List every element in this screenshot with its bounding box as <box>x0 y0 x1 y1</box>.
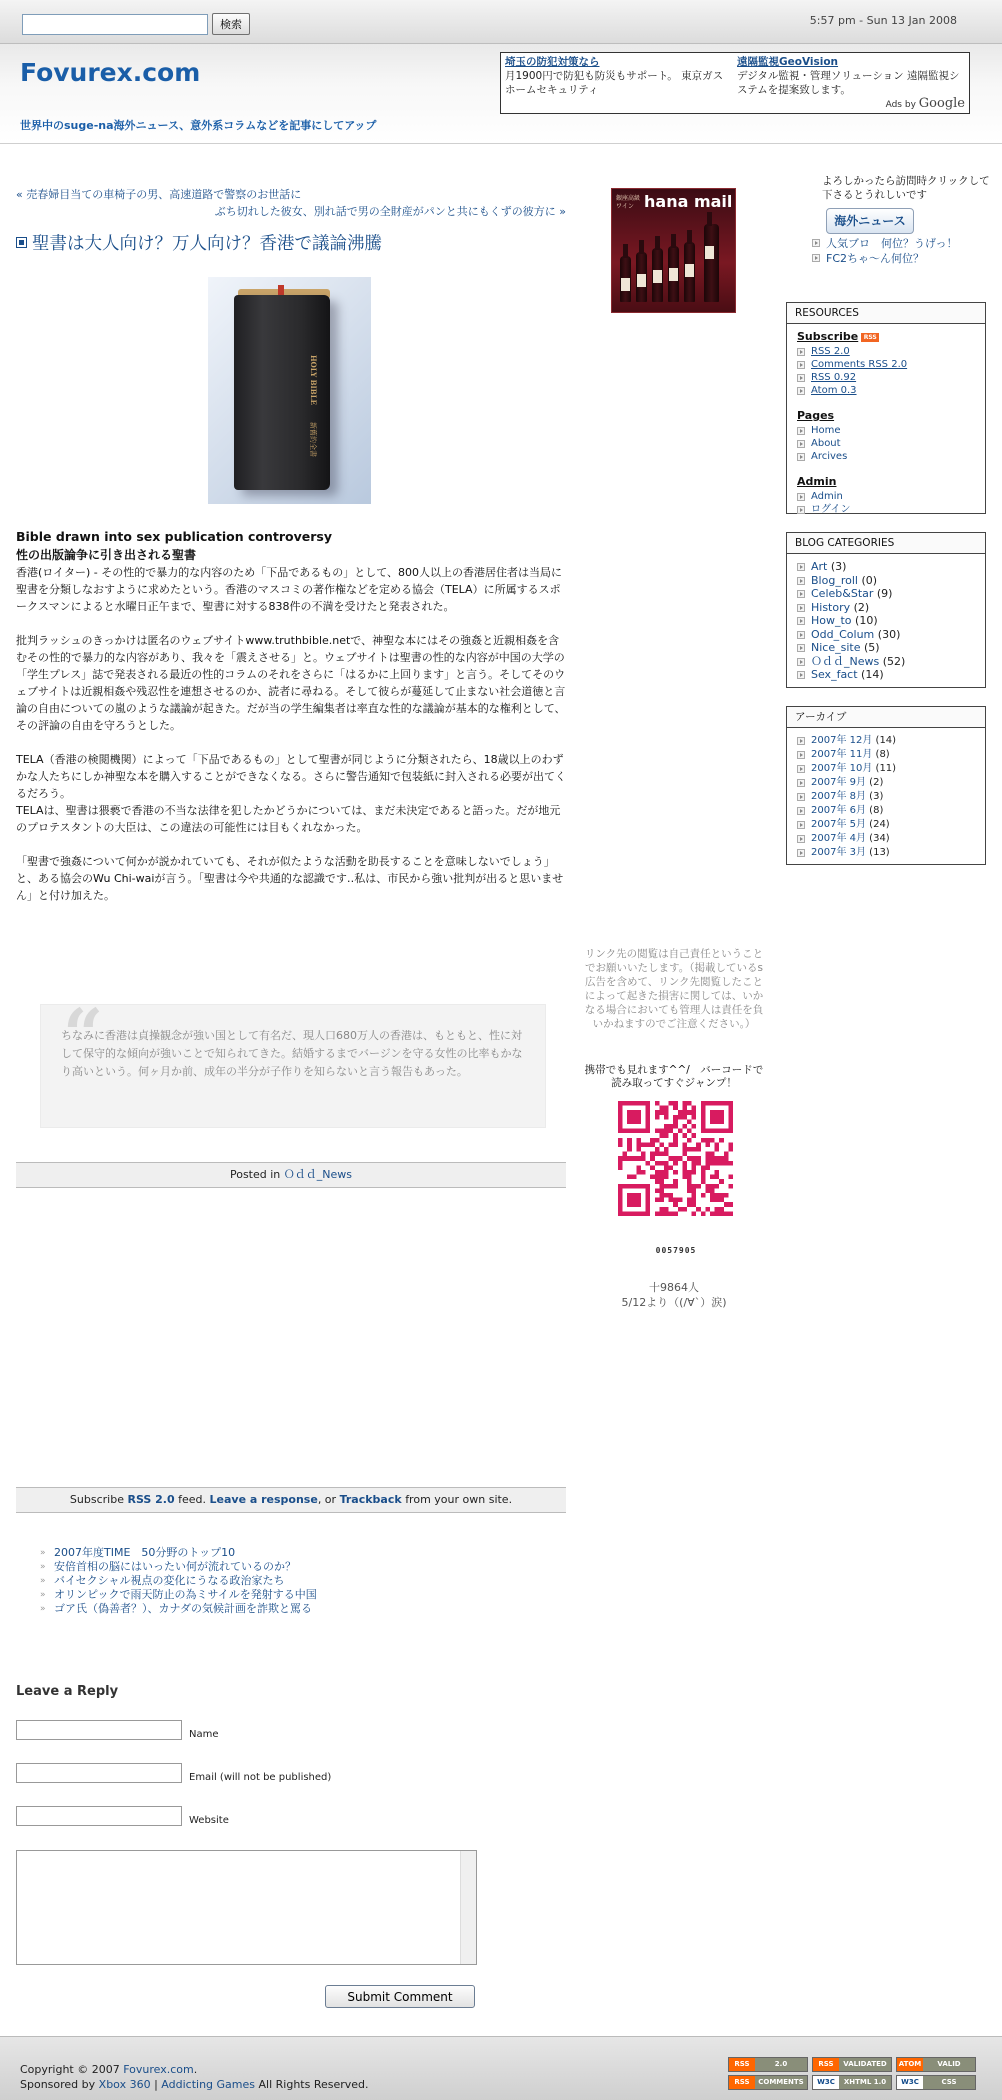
subscribe-text: , or <box>317 1493 337 1506</box>
category-link-label[interactable]: Celeb&Star <box>811 587 874 600</box>
ad-unit-security[interactable] <box>503 55 733 97</box>
arrow-icon <box>797 604 805 612</box>
trackback-link[interactable]: Trackback <box>339 1493 402 1506</box>
ads-by-google[interactable] <box>886 97 965 112</box>
badge-right: COMMENTS <box>755 2076 807 2089</box>
post-navigation <box>16 186 566 220</box>
arrow-icon <box>812 254 820 262</box>
ranking-link-label[interactable]: 人気ブロ 何位？うげっ！ <box>826 237 958 250</box>
rights-text: All Rights Reserved. <box>258 2078 369 2091</box>
wine-bottle-icon <box>636 252 647 302</box>
leave-response-link[interactable]: Leave a response <box>209 1493 318 1506</box>
rss-feed-link[interactable]: RSS 2.0 <box>127 1493 175 1506</box>
related-post-link[interactable]: » 安倍首相の脳にはいったい何が流れているのか？ <box>40 1560 317 1574</box>
ranking-badge-button[interactable]: 海外ニュース <box>826 208 914 234</box>
posted-in-label: Posted in <box>229 1168 281 1181</box>
archive-link[interactable] <box>797 748 985 762</box>
arrow-icon <box>797 506 805 514</box>
subscribe-link[interactable]: RSS 2.0 <box>797 345 985 358</box>
archives-title: アーカイブ <box>787 707 985 728</box>
arrow-icon <box>797 493 805 501</box>
arrow-icon <box>797 835 805 843</box>
badge-right: VALIDATED <box>839 2058 891 2071</box>
name-label: Name <box>189 1729 219 1740</box>
archive-link-label[interactable]: 2007年 6月 <box>811 805 866 816</box>
archive-link-label[interactable]: 2007年 12月 <box>811 735 873 746</box>
arrow-icon <box>797 644 805 652</box>
subscribe-link[interactable]: RSS 0.92 <box>797 371 985 384</box>
post-count: (8) <box>872 749 890 760</box>
arrow-icon <box>797 374 805 382</box>
post-paragraph: 「聖書で強姦について何かが説かれていても、それが似たような活動を助長することを意味しないでしょう」と、ある協会のWu Chi-waiが言う。「聖書は今や共通的な認識です‥私は、市民から強い批判が出ると思いません」と付け加えた。 <box>16 855 564 902</box>
ad-text: デジタル監視・管理ソリューション 遠隔監視システムを提案致します。 <box>737 70 960 96</box>
post-title-text[interactable]: 聖書は大人向け？万人向け？香港で議論沸騰 <box>32 234 382 254</box>
headline-japanese: 性の出版論争に引き出される聖書 <box>16 548 197 562</box>
arrow-icon <box>797 427 805 435</box>
post-count: (14) <box>872 735 897 746</box>
archive-list <box>797 734 985 860</box>
badge-right: XHTML 1.0 <box>839 2076 891 2089</box>
post-body <box>16 528 568 921</box>
disclaimer: リンク先の閲覧は自己責任ということでお願いいたします。（掲載しているs広告を含めて、リンク先閲覧したことによって起きた損害に関しては、いかなる場合においても管理人は責任を負いかねますのでご注意ください。） <box>584 948 764 1030</box>
ad-title[interactable]: 埼玉の防犯対策なら <box>505 56 600 68</box>
category-link[interactable] <box>797 587 985 601</box>
quote-mark-icon: “ <box>63 993 104 1076</box>
categories-box <box>786 532 986 688</box>
bible-photo <box>208 277 371 504</box>
visitor-count-line: 5/12より（(/∀`）涙) <box>621 1296 727 1309</box>
subscribe-link[interactable]: Atom 0.3 <box>797 384 985 397</box>
archive-link-label[interactable]: 2007年 3月 <box>811 847 866 858</box>
badge-right: CSS <box>923 2076 975 2089</box>
category-link-label[interactable]: Sex_fact <box>811 668 858 681</box>
visitor-count <box>584 1280 764 1310</box>
pages-list <box>797 424 985 463</box>
validation-badge[interactable] <box>728 2075 808 2090</box>
post-paragraph: 香港(ロイター) - その性的で暴力的な内容のため「下品であるもの」として、800人以上の香港居住者は当局に聖書を分類しなおすように求めたという。香港のマスコミの著作権などを定める協会（TELA）に所属するスポークスマンによると水曜日正午まで、聖書に対する838件の不満を受けたと発表された。 <box>16 566 562 613</box>
ad-text: 月1900円で防犯も防災もサポート。 東京ガスホームセキュリティ <box>505 70 724 96</box>
archive-link[interactable] <box>797 818 985 832</box>
search-button[interactable]: 検索 <box>212 13 250 35</box>
badge-left: W3C <box>813 2076 839 2089</box>
archive-link[interactable] <box>797 776 985 790</box>
archive-link[interactable] <box>797 804 985 818</box>
previous-post-link[interactable]: « 売春婦目当ての車椅子の男、高速道路で警察のお世話に <box>16 188 302 201</box>
ranking-link-label[interactable]: FC2ちゃ〜ん何位？ <box>826 252 925 265</box>
qr-caption: 携帯でも見れます^^/ バーコードで読み取ってすぐジャンプ！ <box>584 1064 764 1089</box>
archive-link-label[interactable]: 2007年 8月 <box>811 791 866 802</box>
categories-title: BLOG CATEGORIES <box>787 533 985 554</box>
post-title[interactable] <box>16 230 566 255</box>
permalink-icon <box>16 237 27 248</box>
footer <box>0 2036 1002 2100</box>
page-link[interactable]: About <box>797 437 985 450</box>
admin-list <box>797 490 985 516</box>
category-link-label[interactable]: Odd_Colum <box>811 627 875 641</box>
sponsor-link[interactable]: Addicting Games <box>161 2078 255 2091</box>
resources-box <box>786 302 986 514</box>
wine-bottle-icon <box>704 224 719 302</box>
post-count: (11) <box>872 763 897 774</box>
wine-bottle-icon <box>684 242 695 302</box>
badge-left: RSS <box>729 2076 755 2089</box>
arrow-icon <box>797 849 805 857</box>
ranking-link[interactable] <box>812 236 957 251</box>
badge-left: W3C <box>897 2076 923 2089</box>
arrow-icon <box>797 440 805 448</box>
subscribe-text: from your own site. <box>405 1493 513 1506</box>
ad-small-text: 銀座高級ワイン <box>616 195 641 210</box>
separator: | <box>154 2078 158 2091</box>
arrow-icon <box>797 751 805 759</box>
archive-link[interactable] <box>797 762 985 776</box>
ad-title[interactable]: 遠隔監視GeoVision <box>737 56 839 68</box>
archive-link[interactable] <box>797 790 985 804</box>
rss-icon: RSS <box>861 333 879 342</box>
badge-left: RSS <box>729 2058 755 2071</box>
badge-left: RSS <box>813 2058 839 2071</box>
archives-box <box>786 706 986 865</box>
ads-by-label: Ads by <box>885 100 916 110</box>
email-input[interactable] <box>16 1763 182 1783</box>
arrow-icon <box>797 631 805 639</box>
website-label: Website <box>189 1815 229 1826</box>
category-link[interactable] <box>797 641 985 655</box>
post-count: (0) <box>857 573 878 587</box>
visit-note: よろしかったら訪問時クリックして下さるとうれしいです <box>822 175 990 201</box>
archive-link[interactable] <box>797 846 985 860</box>
archive-link-label[interactable]: 2007年 11月 <box>811 749 873 760</box>
page-link[interactable]: Home <box>797 424 985 437</box>
related-post-link[interactable]: » ゴア氏（偽善者？）、カナダの気候計画を詐欺と罵る <box>40 1602 317 1616</box>
access-counter: 0057905 <box>655 1246 697 1255</box>
header-ad <box>500 52 970 114</box>
visitor-count-line: 十9864人 <box>649 1281 699 1294</box>
blockquote-text: ちなみに香港は貞操観念が強い国として有名だ、現人口680万人の香港は、もともと、性に対して保守的な傾向が強いことで知られてきた。結婚するまでバージンを守る女性の比率もかなり高いという。何ヶ月か前、成年の半分が子作りを知らないと言う報告もあった。 <box>61 1029 523 1078</box>
related-post-link[interactable]: » 2007年度TIME 50分野のトップ10 <box>40 1546 317 1560</box>
arrow-icon <box>797 737 805 745</box>
related-posts-list <box>40 1546 317 1616</box>
top-bar <box>0 0 1002 44</box>
category-link[interactable] <box>797 628 985 642</box>
arrow-icon <box>797 348 805 356</box>
post-count: (34) <box>866 833 890 844</box>
post-count: (14) <box>857 668 884 681</box>
arrow-icon <box>797 807 805 815</box>
arrow-icon <box>797 793 805 801</box>
validation-badge[interactable] <box>896 2057 976 2072</box>
category-link-label[interactable]: How_to <box>811 614 852 627</box>
arrow-icon <box>812 239 820 247</box>
submit-comment-button[interactable]: Submit Comment <box>325 1985 475 2008</box>
post-count: (5) <box>860 641 880 654</box>
copyright-text: . <box>193 2063 198 2076</box>
archive-link-label[interactable]: 2007年 4月 <box>811 833 866 844</box>
post-count: (3) <box>866 791 884 802</box>
textarea-scrollbar[interactable] <box>460 1851 476 1964</box>
archive-link[interactable] <box>797 832 985 846</box>
arrow-icon <box>797 361 805 369</box>
wine-bottle-icon <box>668 246 679 302</box>
validation-badge[interactable] <box>812 2057 892 2072</box>
category-link[interactable] <box>797 655 985 669</box>
category-link-label[interactable]: Art <box>811 560 828 573</box>
admin-link[interactable]: Admin <box>797 490 985 503</box>
copyright-text: Copyright © 2007 <box>20 2063 120 2076</box>
subscribe-group-title: Subscribe RSS <box>797 330 985 343</box>
validation-badge[interactable] <box>896 2075 976 2090</box>
arrow-icon <box>797 590 805 598</box>
arrow-icon <box>797 453 805 461</box>
subscribe-link[interactable]: Comments RSS 2.0 <box>797 358 985 371</box>
category-list <box>797 560 985 682</box>
sponsor-link[interactable]: Xbox 360 <box>98 2078 151 2091</box>
wine-bottle-icon <box>652 248 663 302</box>
archive-link-label[interactable]: 2007年 5月 <box>811 819 866 830</box>
site-title-link[interactable]: Fovurex.com <box>20 58 201 87</box>
subscribe-bar <box>16 1487 566 1513</box>
hanamail-wine-ad[interactable] <box>611 188 736 313</box>
category-link[interactable] <box>797 601 985 615</box>
arrow-icon <box>797 577 805 585</box>
email-label: Email (will not be published) <box>189 1772 332 1783</box>
subscribe-list <box>797 345 985 397</box>
next-post-link[interactable]: ぶち切れした彼女、別れ話で男の全財産がパンと共にもくずの彼方に » <box>214 205 566 218</box>
bible-spine-label-ja: 新舊約全書 <box>309 422 317 457</box>
ranking-link[interactable] <box>812 251 957 266</box>
ranking-links <box>812 236 957 266</box>
category-link[interactable] <box>797 574 985 588</box>
arrow-icon <box>797 563 805 571</box>
pages-group-title: Pages <box>797 409 835 422</box>
arrow-icon <box>797 658 805 666</box>
post-count: (30) <box>874 627 901 641</box>
resources-title: RESOURCES <box>787 303 985 324</box>
site-tagline: 世界中のsuge-na海外ニュース、意外系コラムなどを記事にしてアップ <box>20 119 377 132</box>
post-paragraph: TELA（香港の検閲機関）によって「下品であるもの」として聖書が同じように分類されたら、18歳以上のわずかな人たちにしか神聖な本を購入することができなくなる。さらに警告通知で包装紙に封入される必要が出てくるだろう。 TELAは、聖書は猥褻で香港の不当な法律を犯したかどうかについては、まだ未決定であると語った。だが地元のプロテスタントの大臣は、この違法の可能性には目もくれなかった。 <box>16 753 566 834</box>
arrow-icon <box>797 765 805 773</box>
name-input[interactable] <box>16 1720 182 1740</box>
post-count: (2) <box>850 600 870 614</box>
admin-group-title: Admin <box>797 475 837 488</box>
arrow-icon <box>797 617 805 625</box>
blockquote <box>40 993 546 1128</box>
bible-spine-label: HOLY BIBLE <box>309 355 318 405</box>
archive-link-label[interactable]: 2007年 9月 <box>811 777 866 788</box>
arrow-icon <box>797 387 805 395</box>
archive-link-label[interactable]: 2007年 10月 <box>811 763 873 774</box>
validation-badge[interactable] <box>728 2057 808 2072</box>
website-input[interactable] <box>16 1806 182 1826</box>
badge-left: ATOM <box>897 2058 923 2071</box>
category-link[interactable] <box>797 560 985 574</box>
subscribe-text: Subscribe <box>69 1493 124 1506</box>
category-link-label[interactable]: Nice_site <box>811 641 861 654</box>
category-link-label[interactable]: Ｏｄｄ_News <box>811 654 880 668</box>
post-count: (52) <box>879 654 906 668</box>
post-count: (9) <box>873 587 893 600</box>
reply-heading: Leave a Reply <box>16 1684 119 1699</box>
post-count: (13) <box>866 847 890 858</box>
archive-link[interactable] <box>797 734 985 748</box>
comment-textarea[interactable] <box>16 1850 477 1965</box>
arrow-icon <box>797 671 805 679</box>
post-paragraph: 批判ラッシュのきっかけは匿名のウェブサイトwww.truthbible.netで、神聖な本にはその強姦と近親相姦を含むその性的で暴力的な内容があり、我々を「震えさせる」と。ウェブサイトは聖書の性的な内容が中国の大学の「学生プレス」誌で発表される最近の性的コラムのそれをさらに「はるかに上回ります」と言う。そしてそのウェブサイトは近親相姦や残忍性を連想させるのか、読者に尋ねる。そして彼らが蔓延して止まない社会道徳と言論の自由についての嵐のような議論が起きた。だが当の学生編集者は率直な性的な議論が基本的な権利として、その評論の自由を守ろうとした。 <box>16 634 566 732</box>
post-count: (3) <box>827 560 847 573</box>
ad-brand: hana mail <box>644 192 733 211</box>
related-post-link[interactable]: » バイセクシャル視点の変化にうなる政治家たち <box>40 1574 317 1588</box>
related-post-link[interactable]: » オリンピックで雨天防止の為ミサイルを発射する中国 <box>40 1588 317 1602</box>
post-category-link[interactable]: Ｏｄｄ_News <box>283 1168 353 1181</box>
category-link[interactable] <box>797 614 985 628</box>
headline-english: Bible drawn into sex publication controversy <box>16 529 332 544</box>
sponsored-text: Sponsored by <box>20 2078 96 2091</box>
posted-in-bar <box>16 1162 566 1188</box>
qr-code-icon <box>618 1101 733 1216</box>
ad-unit-geovision[interactable] <box>735 55 965 97</box>
post-count: (10) <box>851 614 878 627</box>
badge-right: 2.0 <box>755 2058 807 2071</box>
post-count: (2) <box>866 777 884 788</box>
subscribe-text: feed. <box>178 1493 206 1506</box>
category-link-label[interactable]: History <box>811 600 851 614</box>
datetime: 5:57 pm - Sun 13 Jan 2008 <box>809 14 957 27</box>
search-input[interactable] <box>22 14 208 35</box>
footer-site-link[interactable]: Fovurex.com <box>123 2063 194 2076</box>
badge-right: VALID <box>923 2058 975 2071</box>
category-link-label[interactable]: Blog_roll <box>811 573 858 587</box>
post-count: (8) <box>866 805 884 816</box>
validation-badge[interactable] <box>812 2075 892 2090</box>
google-logo: Google <box>918 96 965 111</box>
post-count: (24) <box>866 819 890 830</box>
category-link[interactable] <box>797 668 985 682</box>
page-link[interactable]: Arcives <box>797 450 985 463</box>
arrow-icon <box>797 779 805 787</box>
masthead <box>0 44 1002 144</box>
copyright <box>20 2062 369 2092</box>
arrow-icon <box>797 821 805 829</box>
wine-bottle-icon <box>620 256 631 302</box>
login-link[interactable]: ログイン <box>797 503 985 516</box>
